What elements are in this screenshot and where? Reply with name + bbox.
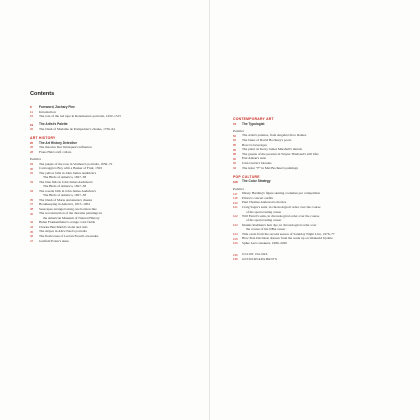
page-number: 47	[30, 238, 34, 243]
entry-title: The blues of David Hockney's pools	[242, 138, 292, 143]
page-number: 15	[30, 114, 34, 119]
palettes-subhead: Palettes	[233, 186, 244, 191]
page-number: 38	[30, 206, 34, 211]
art-history-palettes-list	[30, 162, 202, 244]
page-number: 122	[233, 214, 238, 219]
page-number: 44	[30, 225, 34, 230]
toc-entry[interactable]	[233, 166, 413, 171]
toc-left-column	[30, 91, 202, 243]
entry-title: The Birds of America, 1827–38	[43, 175, 87, 180]
section-art-history: ART HISTORY	[30, 135, 56, 140]
page-number: 94	[233, 165, 237, 170]
entry-title: The Artist's Palette	[39, 122, 68, 127]
page-number: 30	[30, 166, 34, 171]
entry-title: Title cards from the second season of Saturday Night Live, 1976–77	[242, 231, 335, 236]
page-number: 108	[233, 179, 238, 184]
entry-title: The paint on Kerry James Marshall's murals	[242, 147, 302, 152]
page-number: 72	[233, 121, 237, 126]
entry-title: How Pete Davidson dresses from the week up on Weekend Update	[242, 236, 333, 241]
section-contemporary-art: CONTEMPORARY ART	[233, 117, 274, 121]
page-number: 20	[30, 127, 34, 132]
page-number: 117	[233, 191, 238, 196]
page-number: 8	[30, 105, 32, 110]
pop-culture-palettes-list	[233, 191, 413, 245]
entry-title: The Birds of America, 1827–38	[43, 193, 87, 198]
page-number: 118	[233, 196, 238, 201]
entry-title: Will Ferrel's suits, in chronological order over the course	[242, 213, 320, 218]
toc-right-column	[233, 117, 413, 262]
page-number: 125	[233, 236, 238, 241]
entry-title: The blush of Madame de Pompadour's cheeks, 1756–64	[39, 126, 115, 131]
contemporary-palettes-list	[233, 133, 413, 170]
back-matter-list	[233, 252, 413, 261]
page-number: 42	[30, 220, 34, 225]
entry-title: Introduction	[39, 109, 56, 114]
toc-entry[interactable]	[30, 114, 202, 119]
entry-title: Frans Hals's ruff collars	[39, 149, 72, 154]
page-number: 136	[233, 252, 238, 257]
entry-title: Garfield Potter's skies	[39, 238, 69, 243]
page-number: 90	[233, 156, 237, 161]
entry-title: The yellow bills in John James Audubon's	[39, 170, 97, 175]
page-number: 92	[233, 161, 237, 166]
page-number: 121	[233, 205, 238, 210]
page-number: 25	[30, 140, 34, 145]
page-number: 82	[233, 133, 237, 138]
entry-title: Paul Thomas Anderson's movies	[242, 200, 287, 205]
entry-title: The Color Strategy	[242, 179, 271, 184]
entry-title: The reconstruction of the diorama paintings in	[39, 211, 102, 216]
entry-title: Dennis Rodman's hair dye, in chronological order over	[242, 222, 317, 227]
entry-title: The greens of the peonies in Wayne Thiebaud's still lifes	[242, 151, 319, 156]
entry-title: John Currin's blondes	[242, 161, 272, 166]
entry-title: The Art History Detective	[39, 140, 77, 145]
entry-title: the course of his NBA career	[246, 227, 286, 232]
entry-title: Seascapes arranged along one horizon line	[39, 206, 97, 211]
page-number: 124	[233, 231, 238, 236]
entry-title: Charles Burchfield's violet and reds	[39, 224, 88, 229]
page-number: 11	[30, 109, 33, 114]
page-number: 19	[30, 122, 34, 127]
entry-title: Helen Frankenthaler's orange color fields	[39, 220, 95, 225]
toc-entry[interactable]	[233, 257, 413, 262]
page-number: 123	[233, 223, 238, 228]
page-number: 29	[30, 161, 34, 166]
entry-title: Bookkeeping in America, 1815–1904	[39, 202, 90, 207]
entry-title: The stripes in Alice Neel's portraits	[39, 229, 87, 234]
toc-entry-color-strategy[interactable]	[233, 179, 413, 184]
entry-title: Spike Lee's sneakers, 1980–2020	[242, 240, 288, 245]
entry-title: The Typologist	[242, 121, 265, 126]
page-number: 33	[30, 180, 34, 185]
page-number: 88	[233, 152, 237, 157]
entry-title: Foreword, Zachary Fine	[39, 105, 75, 109]
toc-entry[interactable]	[233, 241, 413, 246]
contents-heading: Contents	[30, 91, 55, 97]
entry-title: The artist's palettes, from Angelucchi to Ramos	[242, 133, 307, 138]
entry-title: Ditsey Harding's figure skating costumes per competition	[242, 191, 321, 196]
page-number: 138	[233, 257, 238, 262]
entry-title: of his sportscasting career	[246, 218, 282, 223]
entry-title: The Birds of America, 1827–38	[43, 184, 87, 189]
page-number: 40	[30, 211, 34, 216]
entry-title: ACKNOWLEDGMENTS	[242, 257, 278, 262]
right-page	[210, 0, 420, 420]
entry-title: Caravaggio's Boy with a Basket of Fruit, 1593	[39, 166, 102, 171]
page-number: 35	[30, 197, 34, 202]
art-history-list	[30, 145, 202, 154]
page-number: 28	[30, 150, 34, 155]
page-number: 34	[30, 188, 34, 193]
page-number: 32	[30, 171, 34, 176]
intro-list	[30, 105, 202, 119]
entry-title: The letter "F" in Mel Bochner's paintings	[242, 165, 298, 170]
entry-title: The purple of the rose in Vermeer's portraits, 1656–72	[39, 161, 113, 166]
entry-title: The rosette bills in John James Audubon's	[39, 188, 96, 193]
entry-title: The theories that Velázquez's influence	[39, 145, 92, 150]
toc-entry[interactable]	[30, 150, 202, 155]
entry-title: Craig Sager's suits, in chronological order over the course	[242, 205, 321, 209]
page-number: 37	[30, 202, 34, 207]
page-number: 85	[233, 142, 237, 147]
toc-entry[interactable]	[30, 127, 202, 132]
toc-entry[interactable]	[30, 239, 202, 244]
entry-title: the American Museum of Natural History	[43, 215, 100, 220]
entry-title: The flesh tones of Lucian Freud's are-nudes	[39, 233, 99, 238]
entry-title: The blush of Marie Antoinette's cheeks	[39, 197, 93, 202]
palettes-subhead: Palettes	[233, 129, 244, 134]
entry-title: Etel Adnan's suns	[242, 156, 266, 161]
entry-title: The blue bills in John James Audubon's	[39, 179, 93, 184]
page-number: 84	[233, 138, 237, 143]
entry-title: COLOR VALUES	[242, 252, 268, 257]
entry-title: Prince's concert outfits	[242, 195, 273, 200]
palettes-subhead: Palettes	[30, 157, 41, 162]
page-number: 45	[30, 229, 34, 234]
entry-title: of his sportscasting career	[246, 209, 282, 214]
page-number: 46	[30, 234, 34, 239]
entry-title: The role of the red tape in Renaissance portraits, 1450–1515	[39, 114, 121, 119]
section-pop-culture: POP CULTURE	[233, 174, 260, 179]
page-number: 120	[233, 200, 238, 205]
entry-title: Bosco's beverages	[242, 142, 267, 147]
page-number: 126	[233, 241, 238, 246]
toc-entry-typologist[interactable]	[233, 122, 413, 127]
page-number: 86	[233, 147, 237, 152]
page-number: 26	[30, 145, 34, 150]
artists-palette-list	[30, 122, 202, 131]
